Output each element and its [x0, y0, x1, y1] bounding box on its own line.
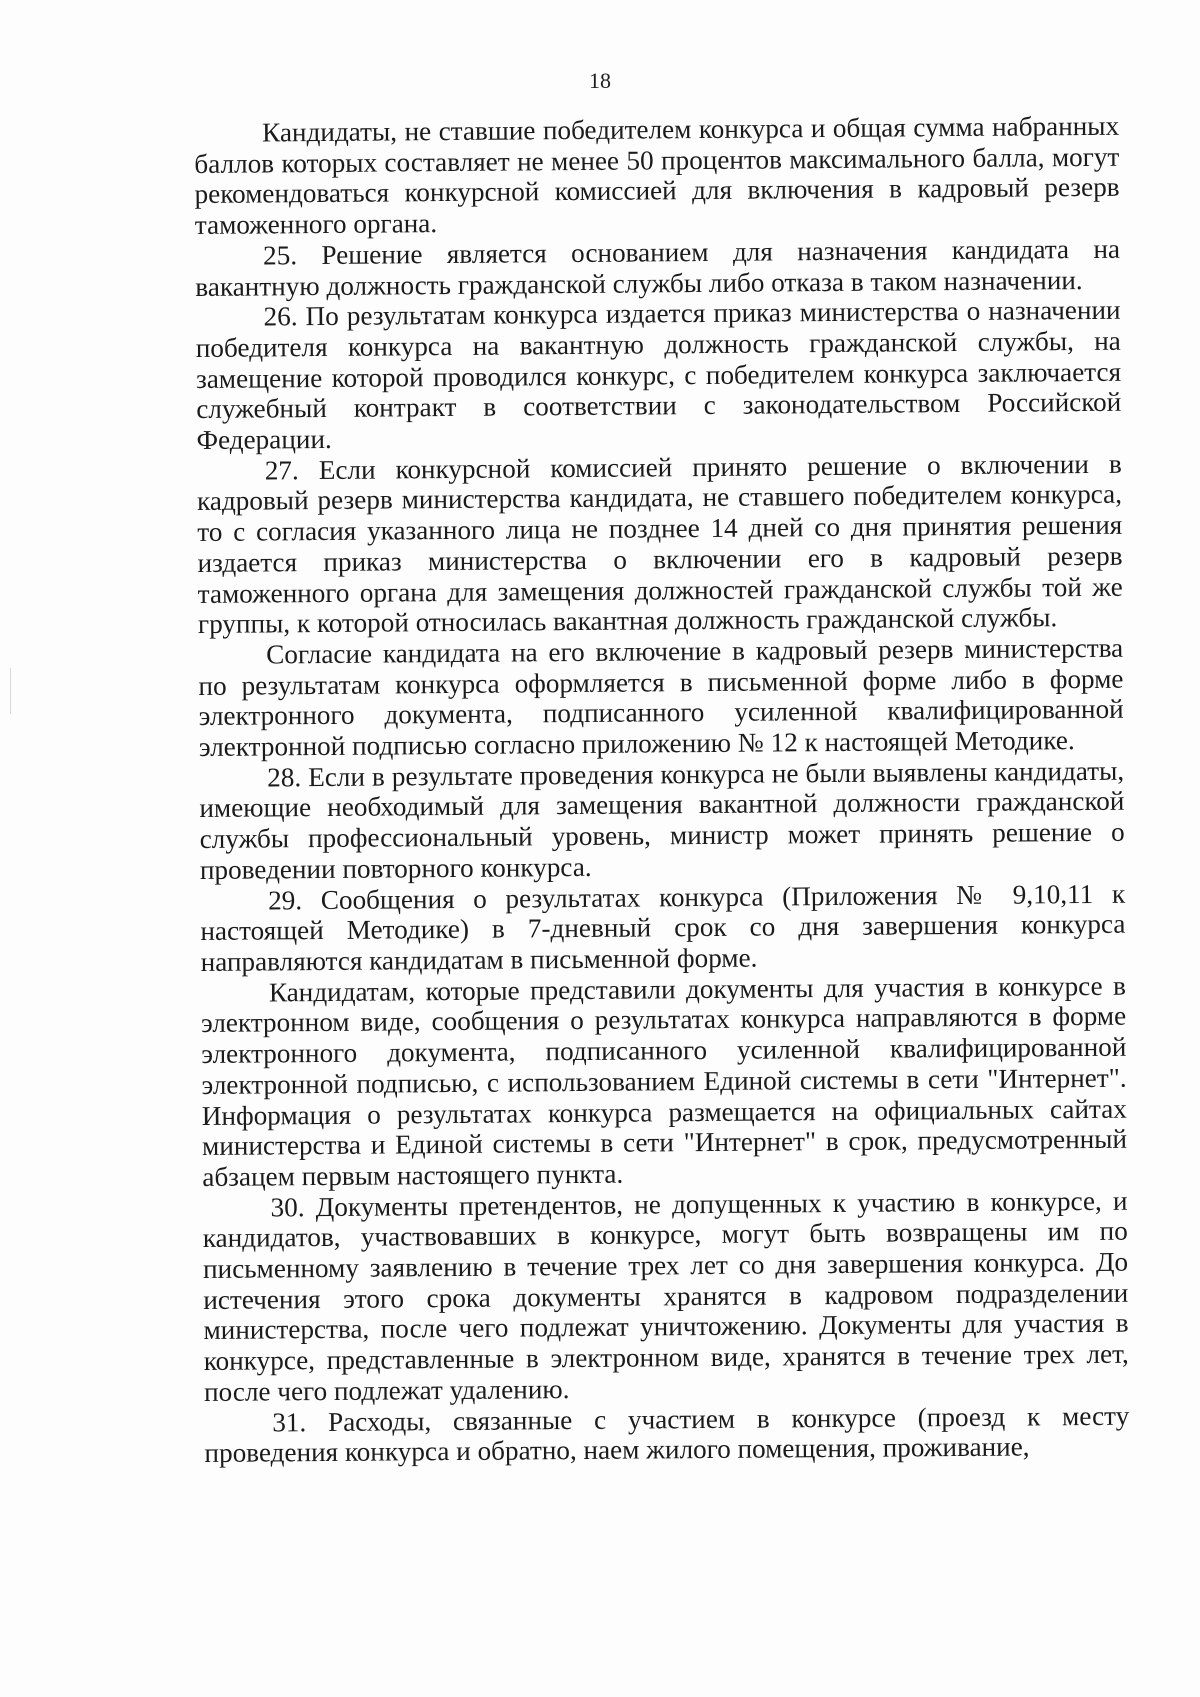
paragraph-electronic-notification: Кандидатам, которые представили документы для участия в конкурсе в электронном виде, сообщения о результатах конкурса направляются в форме электронного документа, подписанного усиленной квалифицированной электронной подписью, с использованием Единой системы в сети "Интернет". Информация о результатах конкурса размещается на официальных сайтах министерства и Единой системы в сети "Интернет" в срок, предусмотренный абзацем первым настоящего пункта. — [200, 970, 1128, 1192]
document-body — [194, 111, 1130, 1469]
paragraph-item-26: 26. По результатам конкурса издается приказ министерства о назначении победителя конкурса на вакантную должность гражданской службы, на замещение которой проводился конкурс, с победителем конкурса заключается служебный контракт в соответствии с законодательством Российской Федерации. — [195, 294, 1122, 456]
paragraph-item-27: 27. Если конкурсной комиссией принято решение о включении в кадровый резерв министерства кандидата, не ставшего победителем конкурса, то с согласия указанного лица не позднее 14 дней со дня принятия решения издается приказ министерства о включении его в кадровый резерв таможенного органа для замещения должностей гражданской службы той же группы, к которой относилась вакантная должность гражданской службы. — [196, 448, 1123, 640]
paragraph-item-25: 25. Решение является основанием для назначения кандидата на вакантную должность гражданской службы либо отказа в таком назначении. — [195, 233, 1121, 302]
paragraph-reserve-consent: Согласие кандидата на его включение в кадровый резерв министерства по результатам конкурса оформляется в письменной форме либо в форме электронного документа, подписанного усиленной квалифицированной электронной подписью согласно приложению № 12 к настоящей Методике. — [198, 632, 1124, 763]
paragraph-item-30: 30. Документы претендентов, не допущенных к участию в конкурсе, и кандидатов, участвовавших в конкурсе, могут быть возвращены им по письменному заявлению в течение трех лет со дня завершения конкурса. До истечения этого срока документы хранятся в кадровом подразделении министерства, после чего подлежат уничтожению. Документы для участия в конкурсе, представленные в электронном виде, хранятся в течение трех лет, после чего подлежат удалению. — [202, 1185, 1129, 1407]
paragraph-reserve-recommendation: Кандидаты, не ставшие победителем конкурса и общая сумма набранных баллов которых составляет не менее 50 процентов максимального балла, могут рекомендоваться конкурсной комиссией для включения в кадровый резерв таможенного органа. — [194, 110, 1120, 241]
scan-edge-mark — [10, 668, 17, 714]
paragraph-item-29: 29. Сообщения о результатах конкурса (Приложения № 9,10,11 к настоящей Методике) в 7-дневный срок со дня завершения конкурса направляются кандидатам в письменной форме. — [200, 878, 1126, 977]
paragraph-item-31: 31. Расходы, связанные с участием в конкурсе (проезд к месту проведения конкурса и обратно, наем жилого помещения, проживание, — [204, 1400, 1130, 1469]
page-number: 18 — [589, 68, 611, 93]
paragraph-item-28: 28. Если в результате проведения конкурса не были выявлены кандидаты, имеющие необходимый для замещения вакантной должности гражданской службы профессиональный уровень, министр может принять решение о проведении повторного конкурса. — [199, 755, 1125, 885]
